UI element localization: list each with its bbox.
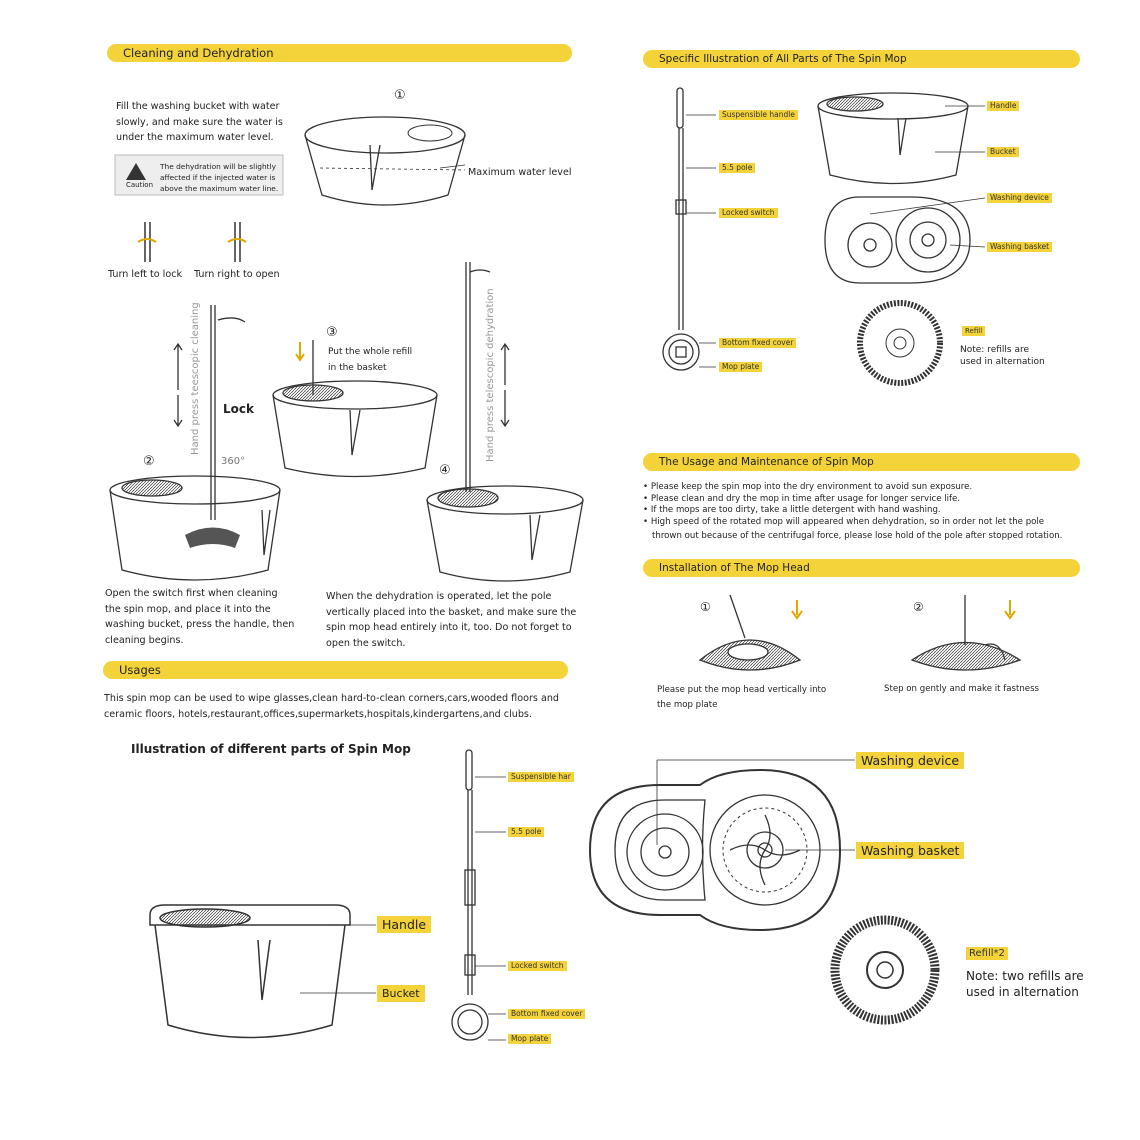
- turn-right-icon: [228, 222, 246, 262]
- bucket-right: [818, 93, 985, 184]
- washing-device-bottom: [590, 760, 855, 930]
- label-suspensible-bottom: Suspensible har: [508, 772, 574, 782]
- step-number-2: ②: [143, 454, 155, 469]
- usage-item: • If the mops are too dirty, take a little detergent with hand washing.: [643, 505, 1044, 517]
- caution-text: The dehydration will be slightly affected if the injected water is above the maximum water line.: [160, 162, 279, 193]
- turn-left-label: Turn left to lock: [108, 269, 183, 280]
- install-text-2: Step on gently and make it fastness: [884, 684, 1040, 694]
- turn-left-icon: [138, 222, 156, 262]
- step-number-4: ④: [439, 463, 451, 478]
- label-locked-switch: Locked switch: [719, 208, 778, 218]
- label-washing-basket-bottom: Washing basket: [856, 842, 964, 859]
- step-number-3: ③: [326, 325, 338, 340]
- usage-item: • Please keep the spin mop into the dry environment to avoid sun exposure.: [643, 482, 1044, 494]
- refill-note-bottom: Note: two refills are used in alternation: [966, 969, 1084, 999]
- mop-pole-bottom: [452, 750, 506, 1040]
- rotation-label: 360°: [221, 456, 246, 467]
- label-washing-device-bottom: Washing device: [856, 752, 964, 769]
- install-illustration-1: [700, 595, 802, 670]
- label-bucket: Bucket: [987, 147, 1019, 157]
- mop-pole-right: [663, 88, 716, 370]
- open-switch-text: Open the switch first when cleaning the spin mop, and place it into the washing bucket, press the handle, then cleaning begins.: [105, 588, 295, 646]
- label-pole: 5.5 pole: [719, 163, 755, 173]
- turn-right-label: Turn right to open: [194, 269, 280, 280]
- bucket-illustration-2: [110, 476, 280, 580]
- usage-item-continuation: thrown out because of the centrifugal force, please lose hold of the pole after stopped rotation.: [652, 531, 1063, 541]
- label-pole-bottom: 5.5 pole: [508, 827, 544, 837]
- fill-instructions: Fill the washing bucket with water slowly, and make sure the water is under the maximum water level.: [116, 101, 283, 143]
- label-bottom-cover: Bottom fixed cover: [719, 338, 796, 348]
- label-handle: Handle: [987, 101, 1019, 111]
- label-bucket-bottom: Bucket: [377, 985, 425, 1002]
- bottom-title: Illustration of different parts of Spin Mop: [131, 742, 411, 756]
- caution-label: Caution: [126, 181, 154, 189]
- section-header-installation: Installation of The Mop Head: [643, 559, 1080, 577]
- label-refill: Refill: [962, 326, 985, 336]
- install-text-1: Please put the mop head vertically into the mop plate: [657, 685, 827, 710]
- label-handle-bottom: Handle: [377, 916, 431, 933]
- label-washing-basket: Washing basket: [987, 242, 1052, 252]
- bucket-illustration-4: [427, 486, 583, 581]
- label-refill-bottom: Refill*2: [966, 947, 1008, 960]
- install-step-2: ②: [913, 600, 924, 614]
- label-mop-plate-bottom: Mop plate: [508, 1034, 551, 1044]
- refill-note: Note: refills are used in alternation: [960, 345, 1045, 367]
- put-refill-text: Put the whole refill in the basket: [328, 347, 413, 373]
- usages-text: This spin mop can be used to wipe glasses,clean hard-to-clean corners,cars,wooded floors and ceramic floors, hotels,restaurant,offices,supermarkets,hospitals,kindergartens,and clubs.: [104, 693, 559, 720]
- bucket-bottom: [150, 905, 376, 1038]
- hand-press-cleaning-label: Hand press teescopic cleaning: [190, 302, 201, 455]
- install-step-1: ①: [700, 600, 711, 614]
- section-header-cleaning: Cleaning and Dehydration: [107, 44, 572, 62]
- section-header-usage-maintenance: The Usage and Maintenance of Spin Mop: [643, 453, 1080, 471]
- label-suspensible-handle: Suspensible handle: [719, 110, 798, 120]
- section-header-usages: Usages: [103, 661, 568, 679]
- refill-bottom: [835, 920, 935, 1020]
- lock-label: Lock: [223, 402, 254, 416]
- usage-list: [643, 482, 1044, 529]
- label-locked-switch-bottom: Locked switch: [508, 961, 567, 971]
- usage-item: • Please clean and dry the mop in time after usage for longer service life.: [643, 494, 1044, 506]
- install-illustration-2: [912, 595, 1020, 670]
- label-mop-plate: Mop plate: [719, 362, 762, 372]
- refill-right: [860, 303, 940, 383]
- bucket-illustration-1: [305, 117, 465, 205]
- label-bottom-cover-bottom: Bottom fixed cover: [508, 1009, 585, 1019]
- max-water-level-label: Maximum water level: [468, 167, 572, 178]
- dehydration-text: When the dehydration is operated, let the pole vertically placed into the basket, and make sure the spin mop head entirely into it, too. Do not forget to open the switch.: [326, 591, 577, 649]
- usage-item: • High speed of the rotated mop will appeared when dehydration, so in order not let the pole: [643, 517, 1044, 529]
- section-header-parts: Specific Illustration of All Parts of The Spin Mop: [643, 50, 1080, 68]
- step-number-1: ①: [394, 88, 406, 103]
- label-washing-device: Washing device: [987, 193, 1052, 203]
- washing-device-right: [825, 197, 985, 283]
- hand-press-dehydration-label: Hand press telescopic dehydration: [485, 288, 496, 462]
